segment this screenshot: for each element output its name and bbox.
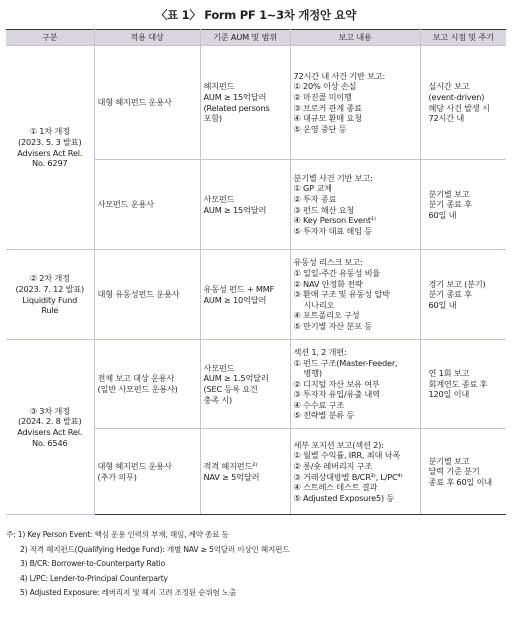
footnote: 5) Adjusted Exposure: 레버리지 및 헤지 고려 조정된 순위험 노출 [20, 588, 237, 598]
target-cell [98, 97, 197, 108]
content-cell-line: ② 투자 종료 [293, 193, 337, 204]
aum-cell [204, 461, 287, 482]
amendment-label-line: No. 6546 [32, 437, 68, 448]
content-cell [290, 340, 420, 429]
amendment-label-line: ② 2차 개정 [29, 273, 70, 284]
amendment-label-line: No. 6297 [32, 158, 68, 169]
amendment-label-line: ① 1차 개정 [29, 126, 70, 137]
timing-cell [420, 250, 506, 340]
content-cell [294, 257, 417, 331]
content-cell-line: ① 월별 수익률, IRR, 최대 낙폭 [293, 450, 401, 461]
content-cell-line: ④ 스트레스 테스트 결과 [293, 482, 378, 493]
content-cell-line: ⑤ 운영 중단 등 [293, 123, 347, 134]
header-content: 보고 내용 [290, 30, 420, 46]
target-cell-line: 대형 헤지펀드 운용사 [97, 460, 172, 471]
amendment-label-line: (2023. 5. 3 발표) [18, 136, 82, 147]
content-cell-line: ④ 포트폴리오 구성 [293, 310, 360, 321]
header-aum: 기준 AUM 및 범위 [200, 30, 290, 46]
aum-cell-line: NAV ≥ 5억달러 [203, 471, 260, 482]
aum-cell-line: 유동성 펀드 + MMF [203, 283, 275, 294]
amendment-label [9, 273, 91, 315]
content-cell [294, 71, 417, 135]
target-cell [94, 160, 200, 250]
content-cell-line: ⑤ 전략별 분류 등 [293, 410, 355, 421]
timing-cell-line: 연 1회 보고 [428, 368, 470, 379]
aum-cell [200, 250, 290, 340]
content-cell [290, 250, 420, 340]
table-title: 〈표 1〉 Form PF 1~3차 개정안 요약 [155, 8, 357, 22]
content-cell-line: ④ Key Person Event¹⁾ [293, 215, 376, 226]
content-cell-line: 72시간 내 사건 기반 보고: [293, 70, 386, 81]
timing-cell-line: 회계연도 종료 후 [428, 378, 488, 389]
aum-cell [204, 194, 287, 215]
aum-cell-line: 사모펀드 [203, 362, 235, 373]
amendment-label-line: (2024. 2. 8 발표) [18, 416, 82, 427]
table-row [6, 250, 506, 340]
aum-cell [200, 160, 290, 250]
aum-cell-line: 포함) [203, 113, 222, 124]
timing-cell [429, 368, 504, 400]
table-row [6, 340, 506, 429]
aum-cell-line: 적격 헤지펀드²⁾ [203, 460, 258, 471]
content-cell [294, 347, 417, 421]
footnote: 주: 1) Key Person Event: 핵심 운용 인력의 부재, 해임, 계약 종료 등 [6, 530, 229, 539]
content-cell-line: 병행) [303, 368, 322, 379]
aum-cell-line: AUM ≥ 10억달러 [203, 294, 267, 305]
target-cell [94, 46, 200, 160]
aum-cell-line: 충족 시) [203, 394, 233, 405]
content-cell-line: ② 디지털 자산 보유 여부 [293, 378, 380, 389]
timing-cell-line: 60일 내 [428, 299, 457, 310]
content-cell-line: 섹션 1, 2 개편: [293, 346, 347, 357]
content-cell-line: ⑤ 만기별 자산 분포 등 [293, 320, 372, 331]
target-cell-line: 전체 보고 대상 운용사 [97, 373, 175, 384]
aum-cell-line: AUM ≥ 15억달러 [203, 91, 267, 102]
header-target: 적용 대상 [94, 30, 200, 46]
content-cell-line: 세부 포지션 보고(섹션 2): [293, 439, 384, 450]
content-cell-line: ③ 브로커 관계 종료 [293, 102, 362, 113]
aum-cell-line: AUM ≥ 15억달러 [203, 204, 267, 215]
amendment-label [6, 250, 94, 340]
timing-cell [420, 429, 506, 515]
aum-cell [204, 81, 287, 123]
aum-cell [200, 340, 290, 429]
aum-cell [204, 284, 287, 305]
aum-cell [200, 429, 290, 515]
timing-cell-line: 120일 이내 [428, 389, 470, 400]
header-category: 구분 [6, 30, 94, 46]
amendment-label-line: Rule [41, 305, 59, 316]
target-cell-line: (일반 사모펀드 운용사) [97, 384, 178, 394]
content-cell-line: ② 롱/숏 레버리지 구조 [293, 460, 373, 471]
target-cell [94, 429, 200, 515]
amendment-label [9, 406, 91, 448]
table-body [6, 46, 506, 515]
target-cell-line: 대형 헤지펀드 운용사 [97, 97, 172, 108]
content-cell-line: ④ 수수료 구조 [293, 399, 344, 410]
target-cell-line: 대형 유동성펀드 운용사 [97, 289, 180, 300]
target-cell-line: (추가 의무) [97, 471, 137, 482]
target-cell [98, 461, 197, 482]
content-cell-line: ⑤ 투자자 대표 해임 등 [293, 225, 372, 236]
content-cell-line: ③ 거래상대방별 B/CR³⁾, L/PC⁴⁾ [293, 471, 403, 482]
content-cell [294, 173, 417, 237]
amendment-label-line: Liquidity Fund [22, 294, 78, 305]
content-cell-line: ⑤ Adjusted Exposure5) 등 [293, 492, 395, 503]
footnote: 4) L/PC: Lender-to-Principal Counterparty [20, 573, 168, 583]
content-cell [294, 440, 417, 504]
content-cell-line: ① GP 교체 [293, 183, 332, 194]
content-cell-line: ① 펀드 구조(Master-Feeder, [293, 357, 398, 368]
timing-cell [429, 81, 504, 123]
timing-cell [420, 340, 506, 429]
aum-cell [204, 363, 287, 405]
content-cell-line: ③ 펀드 해산 요청 [293, 204, 355, 215]
target-cell [98, 289, 197, 300]
footnote: 2) 적격 헤지펀드(Qualifying Hedge Fund): 개별 NAV ≥ 5억달러 이상인 헤지펀드 [20, 544, 290, 554]
aum-cell-line: 헤지펀드 [203, 81, 235, 92]
amendment-label-line: Advisers Act Rel. [17, 427, 83, 437]
content-cell-line: ① 20% 이상 손실 [293, 81, 357, 92]
timing-cell-line: 분기별 보고 [428, 455, 470, 466]
content-cell-line: ③ 환매 구조 및 유동성 압박 [293, 289, 390, 300]
content-cell-line: 시나리오 [303, 299, 335, 310]
amendment-label [6, 46, 94, 250]
content-cell-line: ① 일일-주간 유동성 비율 [293, 268, 380, 279]
aum-cell-line: (SEC 등록 요건 [203, 384, 258, 394]
timing-cell-line: 실시간 보고 [428, 81, 470, 92]
timing-cell-line: 종료 후 60일 이내 [428, 476, 492, 487]
footnote: 3) B/CR: Borrower-to-Counterparty Ratio [20, 559, 166, 569]
table-row [6, 46, 506, 160]
content-cell-line: ④ 대규모 환매 요청 [293, 113, 362, 124]
timing-cell-line: 분기 종료 후 [428, 289, 472, 300]
timing-cell [420, 160, 506, 250]
footnotes [6, 528, 506, 601]
header-timing: 보고 시점 및 주기 [420, 30, 506, 46]
target-cell [98, 373, 197, 394]
aum-cell-line: 사모펀드 [203, 193, 235, 204]
timing-cell-line: 72시간 내 [428, 113, 465, 124]
target-cell [94, 340, 200, 429]
timing-cell-line: 60일 내 [428, 209, 457, 220]
header-row [6, 30, 506, 46]
content-cell-line: 분기별 사건 기반 보고: [293, 172, 373, 183]
timing-cell-line: (event-driven) [428, 91, 485, 102]
timing-cell [429, 456, 504, 488]
timing-cell [420, 46, 506, 160]
amendment-label [9, 126, 91, 168]
amendment-label-line: Advisers Act Rel. [17, 147, 83, 158]
amendment-label-line: (2023. 7. 12 발표) [15, 283, 84, 294]
timing-cell-line: 달력 기준 분기 [428, 466, 480, 477]
content-cell-line: 유동성 리스크 보고: [293, 257, 363, 268]
content-cell [290, 160, 420, 250]
timing-cell [429, 279, 504, 311]
amendment-label [6, 340, 94, 515]
aum-cell-line: (Related persons [203, 102, 270, 113]
timing-cell [429, 189, 504, 221]
target-cell-line: 사모펀드 운용사 [97, 199, 154, 210]
timing-cell-line: 경기 보고 (분기) [428, 278, 486, 289]
aum-cell [200, 46, 290, 160]
content-cell [290, 46, 420, 160]
timing-cell-line: 분기 종료 후 [428, 199, 472, 210]
aum-cell-line: AUM ≥ 1.5억달러 [203, 373, 269, 384]
summary-table [6, 29, 506, 515]
content-cell-line: ③ 투자자 유입/유출 내역 [293, 389, 380, 400]
target-cell [98, 199, 197, 210]
content-cell-line: ② 마진콜 미이행 [293, 91, 352, 102]
amendment-label-line: ③ 3차 개정 [29, 405, 70, 416]
timing-cell-line: 분기별 보고 [428, 188, 470, 199]
content-cell-line: ② NAV 안정화 전략 [293, 278, 363, 289]
target-cell [94, 250, 200, 340]
timing-cell-line: 해당 사건 발생 시 [428, 102, 490, 113]
content-cell [290, 429, 420, 515]
